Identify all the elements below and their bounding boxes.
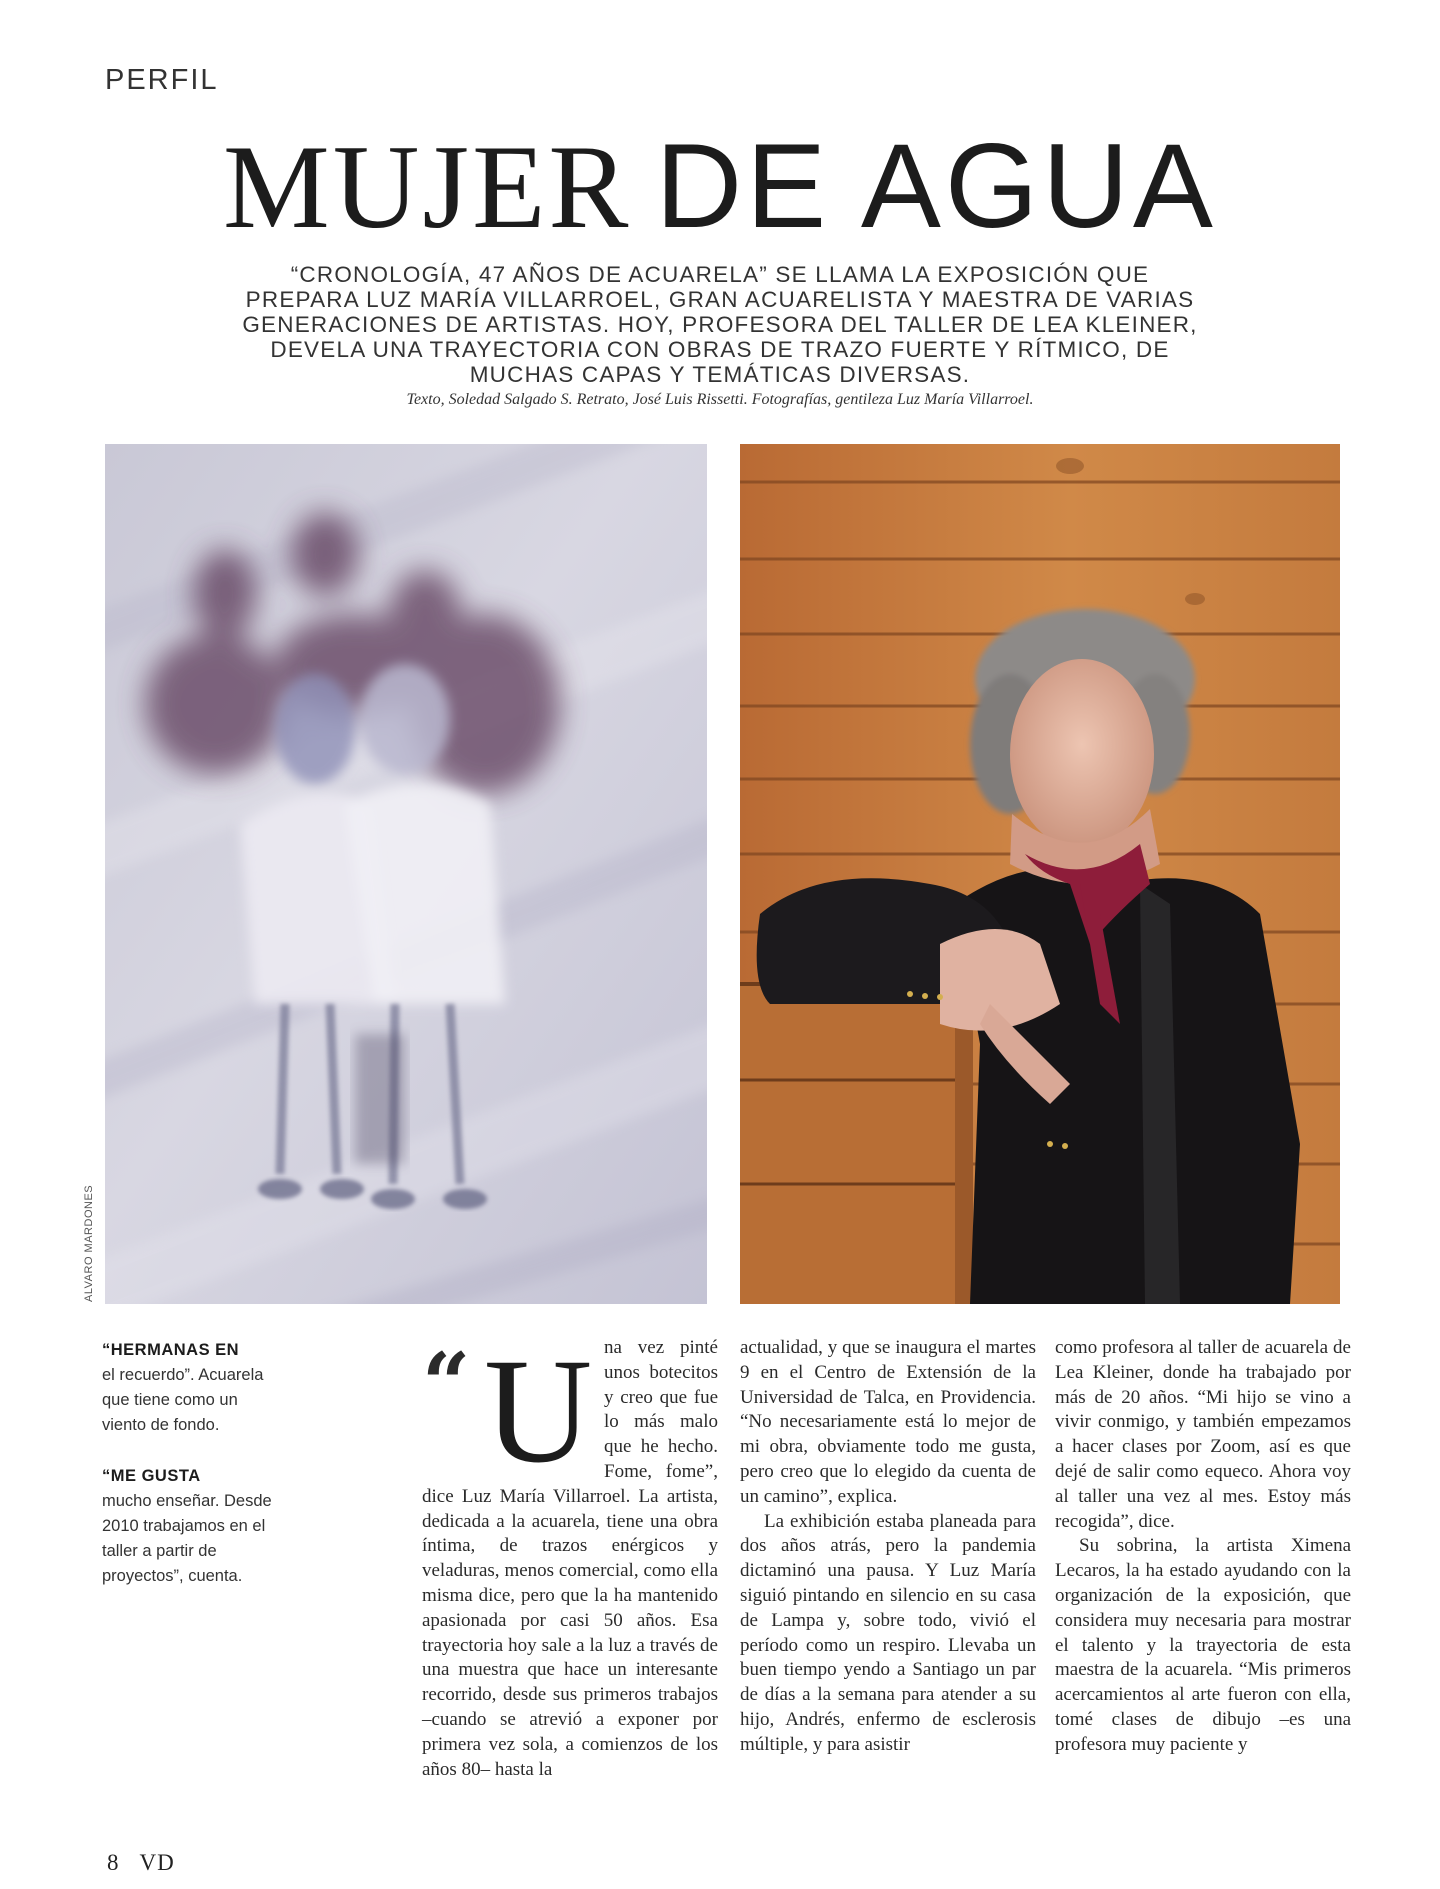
drop-cap bbox=[422, 1328, 600, 1494]
caption-lead: “HERMANAS EN bbox=[102, 1341, 240, 1359]
caption-painting bbox=[102, 1338, 272, 1438]
caption-text: mucho enseñar. Desde 2010 trabajamos en el taller a partir de proyectos”, cuenta. bbox=[102, 1492, 272, 1585]
body-column-1 bbox=[422, 1328, 718, 1782]
photo-credit: ALVARO MARDONES bbox=[83, 1184, 95, 1302]
body-paragraph: como profesora al taller de acuarela de Lea Kleiner, donde ha trabajado por más de 20 años. “Mi hijo se vino a vivir conmigo, y también empezamos a hacer clases por Zoom, así es que dejé de salir como equeco. Ahora voy al taller una vez al mes. Estoy más recogida”, dice. bbox=[1055, 1337, 1351, 1532]
body-paragraph: Su sobrina, la artista Ximena Lecaros, la ha estado ayudando con la organización de la exposición, que considera muy necesaria para mostrar el talento y la trayectoria de esta maestra de la acuarela. “Mis primeros acercamientos al arte fueron con ella, tomé clases de dibujo –es una profesora muy paciente y bbox=[1055, 1535, 1351, 1755]
watercolor-painting-image bbox=[105, 444, 707, 1304]
publication-name: VD bbox=[139, 1850, 175, 1875]
caption-lead: “ME GUSTA bbox=[102, 1467, 201, 1485]
body-column-2 bbox=[740, 1336, 1036, 1758]
body-column-3 bbox=[1055, 1336, 1351, 1758]
image-captions bbox=[102, 1338, 272, 1615]
drop-cap-letter: U bbox=[484, 1328, 593, 1494]
body-paragraph: La exhibición estaba planeada para dos años atrás, pero la pandemia dictaminó una pausa. Y Luz María siguió pintando en silencio en su casa de Lampa y, sobre todo, vivió el período como un respiro. Llevaba un buen tiempo yendo a Santiago un par de días a la semana para atender a su hijo, Andrés, enfermo de esclerosis múltiple, y para asistir bbox=[740, 1510, 1036, 1755]
headline bbox=[0, 119, 1440, 253]
headline-part2: DE AGUA bbox=[655, 119, 1217, 253]
page-number: 8 bbox=[107, 1850, 120, 1875]
caption-portrait bbox=[102, 1464, 272, 1589]
body-paragraph: actualidad, y que se inaugura el martes 9 en el Centro de Extensión de la Universidad de Talca, en Providencia. “No necesariamente está lo mejor de mi obra, obviamente todo me gusta, pero creo que lo elegido da cuenta de un camino”, explica. bbox=[740, 1337, 1036, 1507]
byline-credits: Texto, Soledad Salgado S. Retrato, José Luis Rissetti. Fotografías, gentileza Luz María Villarroel. bbox=[406, 391, 1034, 408]
opening-quote-mark: “ bbox=[422, 1334, 471, 1433]
portrait-photo bbox=[740, 444, 1340, 1304]
caption-text: el recuerdo”. Acuarela que tiene como un viento de fondo. bbox=[102, 1366, 264, 1434]
page-folio bbox=[107, 1850, 175, 1876]
section-label: PERFIL bbox=[105, 64, 219, 96]
headline-part1: MUJER bbox=[223, 120, 632, 253]
standfirst: “CRONOLOGÍA, 47 AÑOS DE ACUARELA” SE LLAMA LA EXPOSICIÓN QUE PREPARA LUZ MARÍA VILLARROEL, GRAN ACUARELISTA Y MAESTRA DE VARIAS GENERACIONES DE ARTISTAS. HOY, PROFESORA DEL TALLER DE LEA KLEINER, DEVELA UNA TRAYECTORIA CON OBRAS DE TRAZO FUERTE Y RÍTMICO, DE MUCHAS CAPAS Y TEMÁTICAS DIVERSAS. bbox=[242, 262, 1198, 387]
body-paragraph: na vez pinté unos botecitos y creo que fue lo más malo que he hecho. Fome, fome”, dice Luz María Villarroel. La artista, dedicada a la acuarela, tiene una obra íntima, de trazos enérgicos y veladuras, menos comercial, como ella misma dice, pero que la ha mantenido apasionada por casi 50 años. Esa trayectoria hoy sale a la luz a través de una muestra que hace un interesante recorrido, desde sus primeros trabajos –cuando se atrevió a exponer por primera vez sola, a comienzos de los años 80– hasta la bbox=[422, 1337, 718, 1780]
